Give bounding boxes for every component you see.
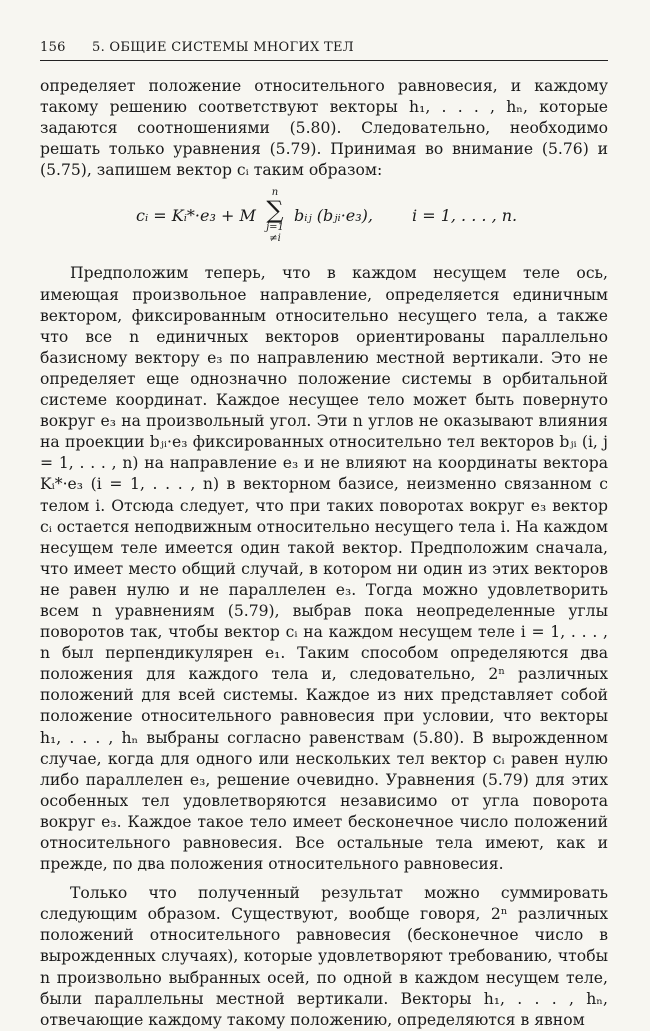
equation bbox=[40, 183, 608, 255]
equation-range: i = 1, . . . , n. bbox=[412, 206, 518, 226]
running-header bbox=[40, 38, 608, 61]
equation-right: bᵢⱼ (bⱼᵢ·e₃), bbox=[294, 206, 373, 226]
sum-lower-limit: j=1 bbox=[266, 222, 284, 234]
page-number: 156 bbox=[40, 40, 66, 55]
chapter-title: 5. ОБЩИЕ СИСТЕМЫ МНОГИХ ТЕЛ bbox=[92, 40, 354, 55]
page-body bbox=[40, 76, 608, 1031]
sum-symbol: ∑ bbox=[266, 196, 284, 225]
sum-upper-limit: n bbox=[271, 187, 279, 199]
summation bbox=[262, 187, 288, 244]
sum-lower-limit-2: ≠i bbox=[269, 233, 281, 245]
paragraph-2: Предположим теперь, что в каждом несущем теле ось, имеющая произвольное направление, определяется единичным вектором, фиксированным относительно несущего тела, а также что все n единичных векторов ориентированы параллельно базисному вектору e₃ по направлению местной вертикали. Это не определяет еще однозначно положение системы в орбитальной системе координат. Каждое несущее тело может быть повернуто вокруг e₃ на произвольный угол. Эти n углов не оказывают влияния на проекции bⱼᵢ·e₃ фиксированных относительно тел векторов bⱼᵢ (i, j = 1, . . . , n) на направление e₃ и не влияют на координаты вектора Kᵢ*·e₃ (i = 1, . . . , n) в векторном базисе, неизменно связанном с телом i. Отсюда следует, что при таких поворотах вокруг e₃ вектор cᵢ остается неподвижным относительно несущего тела i. На каждом несущем теле имеется один такой вектор. Предположим сначала, что имеет место общий случай, в котором ни один из этих векторов не равен нулю и не параллелен e₃. Тогда можно удовлетворить всем n уравнениям (5.79), выбрав пока неопределенные углы поворотов так, чтобы вектор cᵢ на каждом несущем теле i = 1, . . . , n был перпендикулярен e₁. Таким способом определяются два положения для каждого тела и, следовательно, 2ⁿ различных положений для всей системы. Каждое из них представляет собой положение относительного равновесия при условии, что векторы h₁, . . . , hₙ выбраны согласно равенствам (5.80). В вырожденном случае, когда для одного или нескольких тел вектор cᵢ равен нулю либо параллелен e₃, решение очевидно. Уравнения (5.79) для этих особенных тел удовлетворяются независимо от угла поворота вокруг e₃. Каждое такое тело имеет бесконечное число положений относительного равновесия. Все остальные тела имеют, как и прежде, по два положения относительного равновесия. bbox=[40, 264, 608, 874]
paragraph-1: определяет положение относительного равновесия, и каждому такому решению соответствуют векторы h₁, . . . , hₙ, которые задаются соотношениями (5.80). Следовательно, необходимо решать только уравнения (5.79). Принимая во внимание (5.76) и (5.75), запишем вектор cᵢ таким образом: bbox=[40, 77, 608, 180]
paragraph-3: Только что полученный результат можно суммировать следующим образом. Существуют, вообще говоря, 2ⁿ различных положений относительного равновесия (бесконечное число в вырожденных случаях), которые удовлетворяют требованию, чтобы n произвольно выбранных осей, по одной в каждом несущем теле, были параллельны местной вертикали. Векторы h₁, . . . , hₙ, отвечающие каждому такому положению, определяются в явном bbox=[40, 884, 608, 1029]
equation-left: cᵢ = Kᵢ*·e₃ + M bbox=[136, 206, 256, 226]
